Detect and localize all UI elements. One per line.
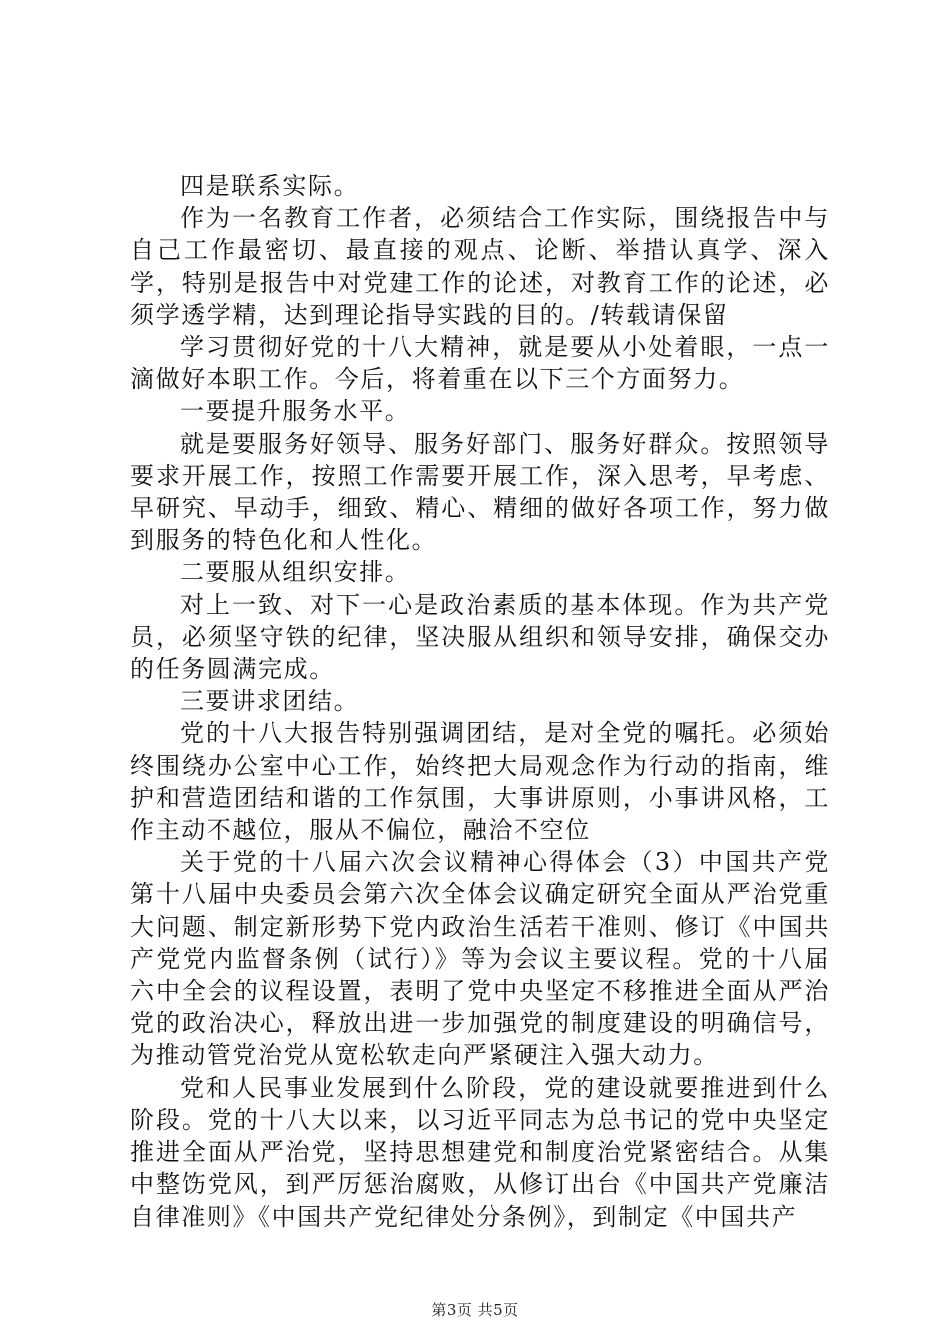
paragraph-party-building: 党和人民事业发展到什么阶段，党的建设就要推进到什么阶段。党的十八大以来，以习近平同志为总书记的党中央坚定推进全面从严治党，坚持思想建党和制度治党紧密结合。从集中整饬党风，到严厉惩治腐败，从修订出台《中国共产党廉洁自律准则》《中国共产党纪律处分条例》，到制定《中国共产 — [130, 1073, 830, 1231]
paragraph-unity-detail: 党的十八大报告特别强调团结，是对全党的嘱托。必须始终围绕办公室中心工作，始终把大局观念作为行动的指南，维护和营造团结和谐的工作氛围，大事讲原则，小事讲风格，工作主动不越位，服从不偏位，融洽不空位 — [130, 719, 830, 845]
paragraph-service-heading: 一要提升服务水平。 — [180, 397, 411, 426]
paragraph-obey-detail: 对上一致、对下一心是政治素质的基本体现。作为共产党员，必须坚守铁的纪律，坚决服从组织和领导安排，确保交办的任务圆满完成。 — [130, 590, 830, 684]
paragraph-education-worker: 作为一名教育工作者，必须结合工作实际，围绕报告中与自己工作最密切、最直接的观点、论断、举措认真学、深入学，特别是报告中对党建工作的论述，对教育工作的论述，必须学透学精，达到理论指导实践的目的。/转载请保留 — [130, 204, 830, 329]
paragraph-sixth-plenum: 关于党的十八届六次会议精神心得体会（3）中国共产党第十八届中央委员会第六次全体会议确定研究全面从严治党重大问题、制定新形势下党内政治生活若干准则、修订《中国共产党党内监督条例（试行）》等为会议主要议程。党的十八届六中全会的议程设置，表明了党中央坚定不移推进全面从严治党的政治决心，释放出进一步加强党的制度建设的明确信号，为推动管党治党从宽松软走向严紧硬注入强大动力。 — [130, 848, 830, 1070]
paragraph-lianxi-shiji-heading: 四是联系实际。 — [180, 172, 360, 200]
paragraph-obey-heading: 二要服从组织安排。 — [180, 558, 411, 587]
page-number-footer: 第3页 共5页 — [431, 1301, 519, 1319]
paragraph-service-detail: 就是要服务好领导、服务好部门、服务好群众。按照领导要求开展工作，按照工作需要开展工作，深入思考，早考虑、早研究、早动手，细致、精心、精细的做好各项工作，努力做到服务的特色化和人性化。 — [130, 429, 830, 555]
paragraph-unity-heading: 三要讲求团结。 — [180, 687, 360, 716]
document-body — [130, 170, 830, 1233]
paragraph-study-spirit: 学习贯彻好党的十八大精神，就是要从小处着眼，一点一滴做好本职工作。今后，将着重在以下三个方面努力。 — [130, 333, 830, 394]
